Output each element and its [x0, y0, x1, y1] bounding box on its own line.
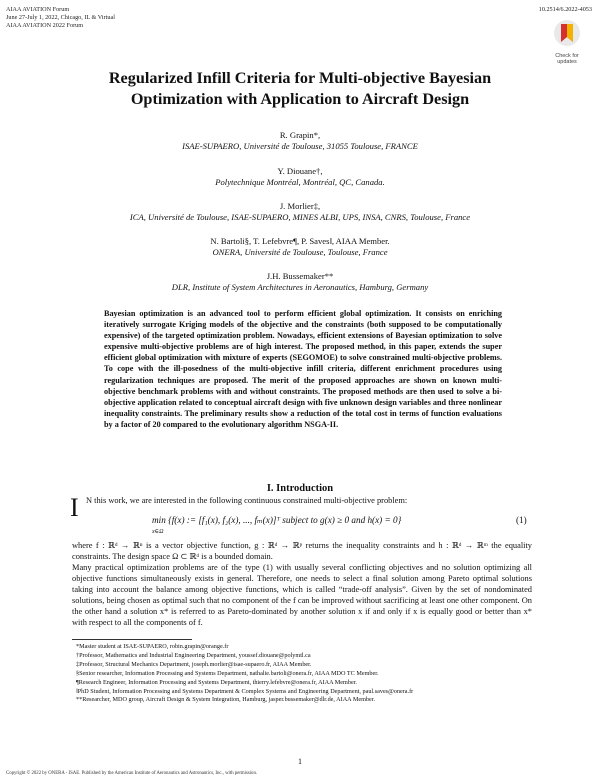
footnote: †Professor, Mathematics and Industrial Engineering Department, youssef.diouane@polymtl.ca	[76, 651, 311, 659]
copyright: Copyright © 2022 by ONERA - ISAE. Published by the American Institute of Aeronautics and Astronautics, Inc., with permission.	[6, 771, 258, 776]
footnote-rule	[72, 639, 192, 640]
footnote: §Senior researcher, Information Processing and Systems Department, nathalie.bartoli@onera.fr, AIAA MDO TC Member.	[76, 669, 379, 677]
paper-title	[60, 68, 540, 110]
author-block-1	[40, 130, 560, 152]
author-affiliation: DLR, Institute of System Architectures in Aeronautics, Hamburg, Germany	[171, 282, 429, 292]
intro-first-line: N this work, we are interested in the following continuous constrained multi-objective problem:	[86, 496, 408, 505]
author-affiliation: ICA, Université de Toulouse, ISAE-SUPAERO, MINES ALBI, UPS, INSA, CNRS, Toulouse, France	[129, 212, 471, 222]
author-block-2	[40, 166, 560, 188]
footnote: ¶Research Engineer, Information Processing and Systems Department, thierry.lefebvre@onera.fr, AIAA Member.	[76, 678, 357, 686]
page-number: 1	[298, 757, 302, 766]
venue-header	[6, 6, 115, 30]
venue-name: AIAA AVIATION Forum	[6, 6, 70, 13]
title-line-2: Optimization with Application to Aircraft Design	[130, 90, 470, 108]
author-name: Y. Diouane†,	[277, 166, 323, 176]
author-block-4	[40, 236, 560, 258]
author-block-3	[40, 201, 560, 223]
doi[interactable]: 10.2514/6.2022-4053	[538, 6, 592, 13]
footnote: *Master student at ISAE-SUPAERO, robin.grapin@orange.fr	[76, 643, 229, 650]
venue-series: AIAA AVIATION 2022 Forum	[6, 22, 84, 29]
author-affiliation: ONERA, Université de Toulouse, Toulouse, France	[212, 247, 388, 257]
title-line-1: Regularized Infill Criteria for Multi-objective Bayesian	[108, 69, 492, 87]
footnote: ‖PhD Student, Information Processing and Systems Department & Complex Systems and Engineering Department, paul.saves@onera.fr	[76, 687, 414, 695]
equation: min {f(x) := [f₁(x), f₂(x), ..., fₘ(x)]ᵀ subject to g(x) ≥ 0 and h(x) = 0}	[152, 515, 402, 525]
author-name: J.H. Bussemaker**	[266, 271, 334, 281]
badge-line-1: Check for	[555, 53, 579, 59]
author-affiliation: Polytechnique Montréal, Montréal, QC, Canada.	[215, 177, 385, 187]
paragraph-1: where f : ℝᵈ → ℝⁿ is a vector objective function, g : ℝᵈ → ℝᵖ returns the inequality constraints and h : ℝᵈ → ℝᵐ the equality constraints. The design space Ω ⊂ ℝᵈ is a bounded domain.	[72, 541, 532, 562]
paragraph-2: Many practical optimization problems are of the type (1) with usually several conflicting objectives and no solution optimizing all objective functions simultaneously exists in general. Therefore, one needs to select a final solution among Pareto optimal solutions taking into account the balance among objective functions, which is called “trade-off analysis”. Given by the set of nondominated solutions, being chosen as optimal such that no component of the f can be improved without sacrificing at least one other component. On the other hand a solution x* is referred to as Pareto-dominated by another solution x if and only if x is equally good or better than x* with respect to all the components of f.	[72, 563, 532, 628]
author-block-5	[40, 271, 560, 293]
section-heading: I. Introduction	[266, 483, 334, 494]
footnote: ‡Professor, Structural Mechanics Department, joseph.morlier@isae-supaero.fr, AIAA Member.	[76, 660, 312, 668]
footnotes	[76, 643, 546, 705]
footnote: **Researcher, MDO group, Aircraft Design & System Integration, Hamburg, jasper.bussemaker@dlr.de, AIAA Member.	[76, 696, 376, 704]
drop-cap: I	[70, 493, 79, 522]
abstract: Bayesian optimization is an advanced tool to perform efficient global optimization. It consists on enriching iteratively surrogate Kriging models of the objective and the constraints (both supposed to be computationally expensive) of the targeted optimization problem. Nowadays, efficient extensions of Bayesian optimization to solve expensive multi-objective problems are of high interest. The proposed method, in this paper, extends the super efficient global optimization with mixture of experts (SEGOMOE) to solve constrained multi-objective problems. To cope with the ill-posedness of the multi-objective infill criteria, different enrichment procedures using regularization techniques are proposed. The merit of the proposed approaches are shown on known multi-objective benchmark problems with and without constraints. The proposed methods are then used to solve a bi-objective application related to conceptual aircraft design with five unknown design variables and three nonlinear inequality constraints. The preliminary results show a reduction of the total cost in terms of function evaluations by a factor of 20 compared to the evolutionary algorithm NSGA-II.	[104, 309, 502, 429]
bookmark-ribbon-icon	[546, 18, 588, 48]
venue-dates: June 27-July 1, 2022, Chicago, IL & Virtual	[6, 14, 115, 21]
author-name: R. Grapin*,	[279, 130, 321, 140]
equation-subscript: x∈Ω	[152, 529, 164, 535]
author-name: N. Bartoli§, T. Lefebvre¶, P. Saves‖, AIAA Member.	[210, 236, 390, 246]
author-affiliation: ISAE-SUPAERO, Université de Toulouse, 31055 Toulouse, FRANCE	[182, 141, 418, 151]
check-for-updates-badge[interactable]	[546, 18, 588, 65]
equation-number: (1)	[516, 515, 527, 525]
author-name: J. Morlier‡,	[279, 201, 321, 211]
badge-line-2: updates	[557, 59, 577, 65]
